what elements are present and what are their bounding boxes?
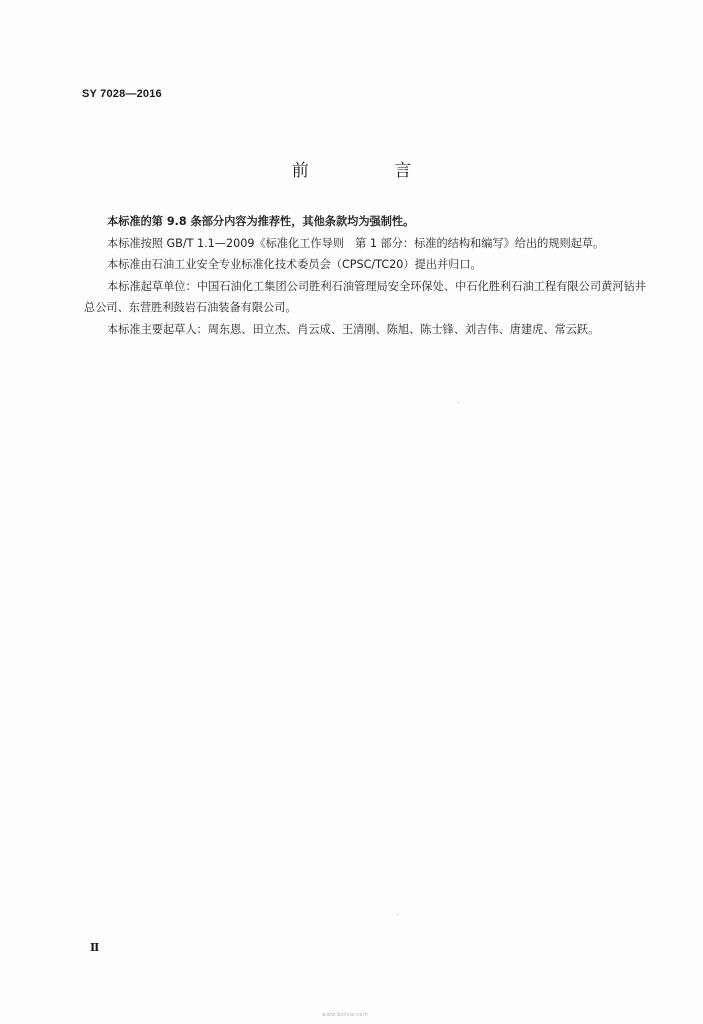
scan-speck: [458, 402, 459, 403]
paragraph-drafters: 本标准主要起草人：周东恩、田立杰、肖云成、王清刚、陈旭、陈士锋、刘吉伟、唐建虎、常云跃。: [107, 322, 600, 336]
paragraph-drafting-rules: 本标准按照 GB/T 1.1—2009《标准化工作导则 第 1 部分：标准的结构和编写》给出的规则起草。: [107, 236, 605, 250]
paragraph-drafting-units: 本标准起草单位：中国石油化工集团公司胜利石油管理局安全环保处、中石化胜利石油工程有限公司黄河钻井总公司、东营胜利鼓岩石油装备有限公司。: [84, 279, 646, 314]
paragraph-proposed-by: 本标准由石油工业安全专业标准化技术委员会（CPSC/TC20）提出并归口。: [107, 258, 482, 271]
page-title: 前 言: [291, 161, 452, 181]
footer-watermark: www.bzfxw.com: [322, 1012, 369, 1018]
scan-speck: [397, 914, 398, 915]
foreword-body: [84, 211, 646, 340]
paragraph-recommendation-note: 本标准的第 9.8 条部分内容为推荐性，其他条款均为强制性。: [107, 215, 415, 228]
page-number: Ⅱ: [90, 941, 100, 954]
standard-code-header: SY 7028—2016: [82, 88, 162, 100]
